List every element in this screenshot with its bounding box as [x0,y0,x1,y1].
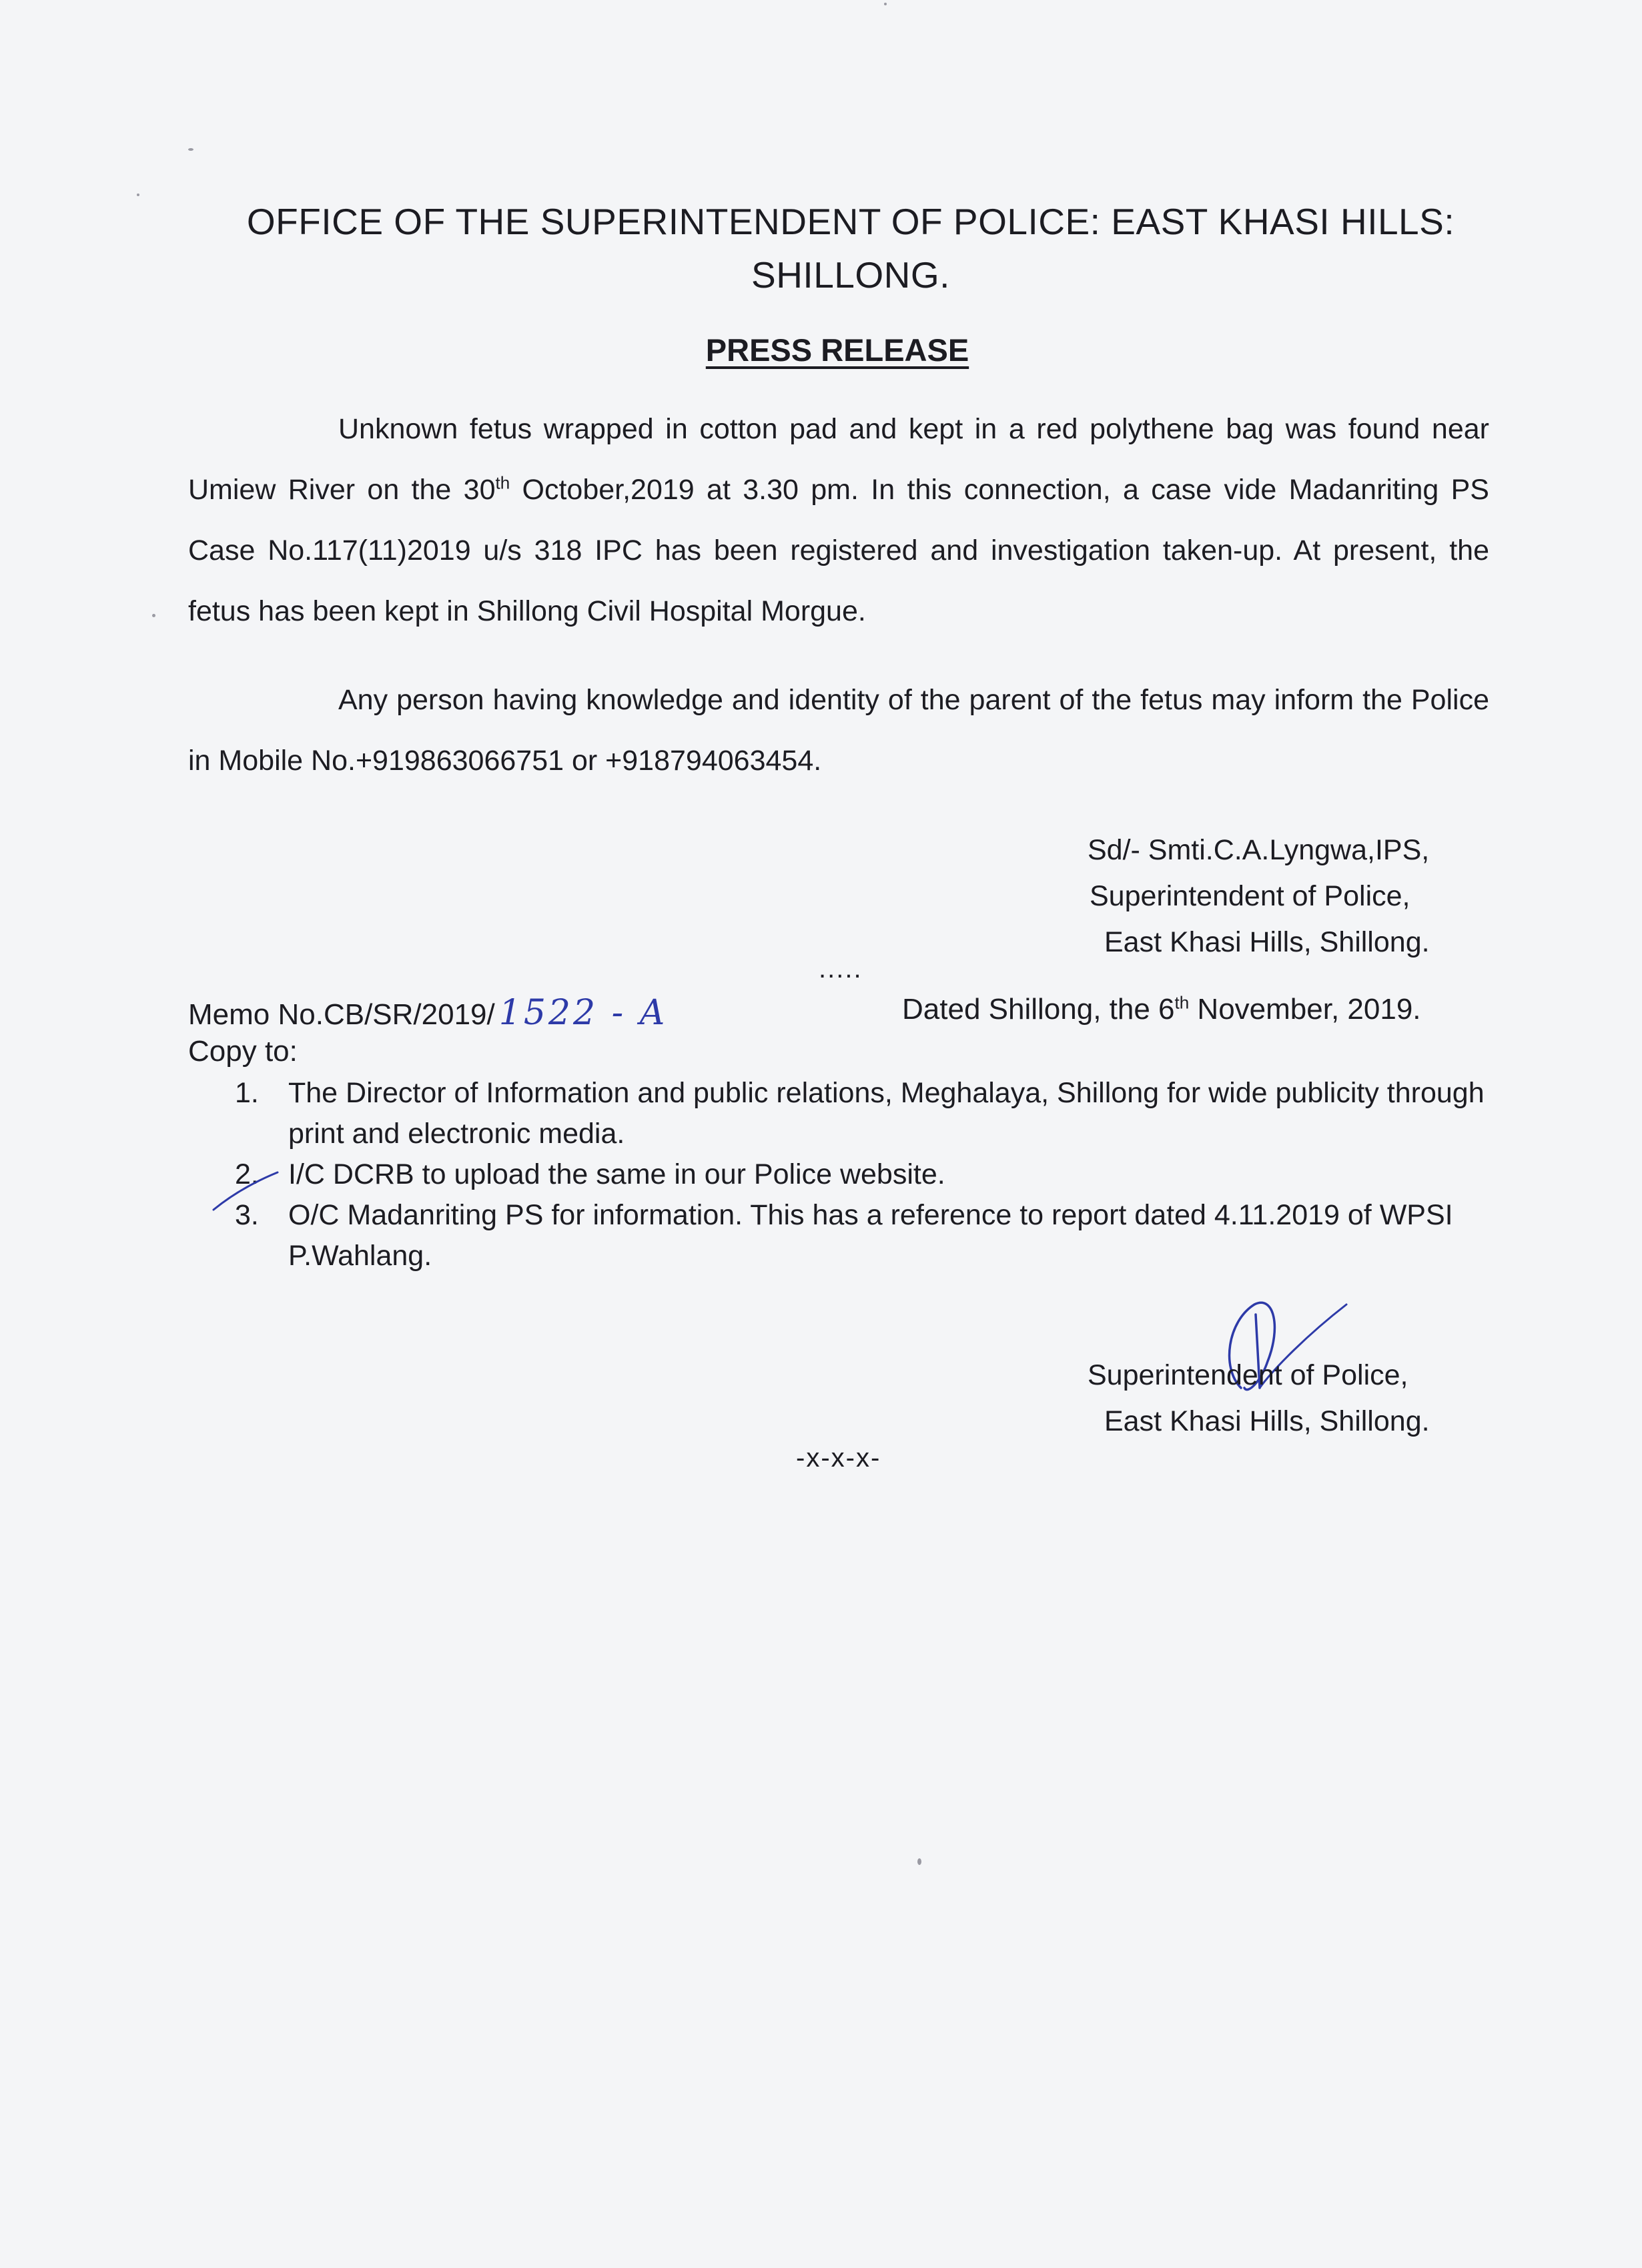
signatory-location: East Khasi Hills, Shillong. [1104,1405,1430,1437]
signatory-name: Sd/- Smti.C.A.Lyngwa,IPS, [1088,834,1430,866]
body-paragraph-2: Any person having knowledge and identity of the parent of the fetus may inform the Police in Mobile No.+919863066751 or +918794063454. [188,684,1489,777]
para1-text-a: Unknown fetus wrapped in cotton pad and kept in a red polythene bag was found near Umiew River on the 30 [188,413,1489,506]
dated-prefix: Dated Shillong, the 6 [902,993,1175,1026]
signature-block-bottom [1088,1353,1521,1445]
signatory-location: East Khasi Hills, Shillong. [1104,926,1430,958]
dated-line [902,993,1421,1026]
office-title-line2: SHILLONG. [751,254,950,296]
scan-speck [188,148,193,151]
end-mark: -x-x-x- [796,1443,881,1473]
list-item [235,1154,1503,1195]
scan-speck [884,3,887,5]
separator-dots: ..... [819,954,863,984]
scan-speck [917,1858,921,1865]
copy-to-label: Copy to: [188,1035,298,1068]
list-item-number: 2. [235,1158,259,1190]
handwritten-memo-number: 1522 - A [498,993,668,1033]
office-title [167,195,1535,302]
scan-speck [137,194,139,196]
list-item-number: 3. [235,1199,259,1231]
signatory-title: Superintendent of Police, [1090,880,1410,912]
list-item [235,1195,1503,1276]
copy-to-list [235,1073,1503,1276]
list-item-text: I/C DCRB to upload the same in our Police website. [288,1158,945,1190]
dated-superscript: th [1174,992,1190,1013]
signatory-title: Superintendent of Police, [1088,1359,1408,1391]
office-title-line1: OFFICE OF THE SUPERINTENDENT OF POLICE: EAST KHASI HILLS: [246,201,1455,242]
signature-block-top [1088,827,1521,966]
press-release-heading: PRESS RELEASE [705,332,969,368]
pen-strike-mark [208,1158,282,1218]
list-item-text: The Director of Information and public relations, Meghalaya, Shillong for wide publicity through print and electronic media. [288,1077,1485,1150]
list-item [235,1073,1503,1154]
memo-number-line [188,993,667,1033]
body-paragraph-1 [188,399,1489,642]
memo-prefix: Memo No.CB/SR/2019/ [188,998,495,1031]
para1-superscript: th [495,472,510,493]
scan-speck [152,614,155,617]
dated-suffix: November, 2019. [1189,993,1421,1026]
list-item-number: 1. [235,1077,259,1109]
para1-text-b: October,2019 at 3.30 pm. In this connection, a case vide Madanriting PS Case No.117(11)2019 u/s 318 IPC has been registered and investigation taken-up. At present, the fetus has been kept in Shillong Civil Hospital Morgue. [188,474,1489,627]
list-item-text: O/C Madanriting PS for information. This has a reference to report dated 4.11.2019 of WPSI P.Wahlang. [288,1199,1453,1272]
